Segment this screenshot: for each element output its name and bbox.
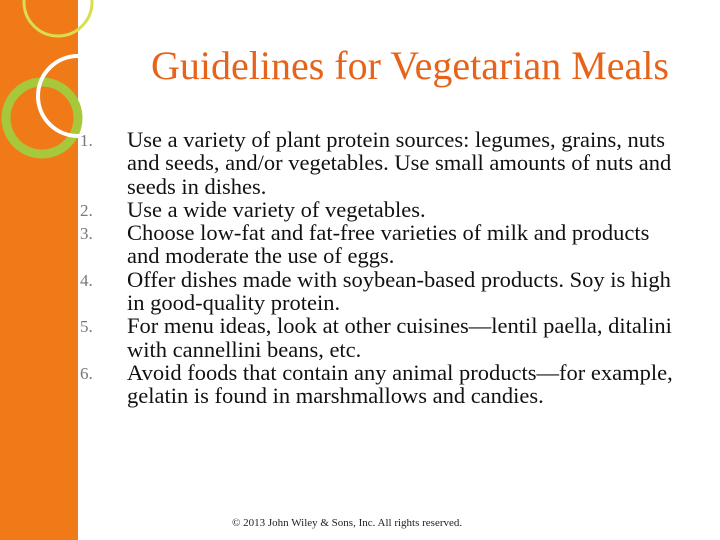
item-number: 1. xyxy=(80,131,93,150)
yellow-ring xyxy=(24,0,92,36)
item-text: Choose low-fat and fat-free varieties of milk and products and moderate the use of eggs. xyxy=(127,220,650,269)
item-text: Use a variety of plant protein sources: legumes, grains, nuts and seeds, and/or vegetables. Use small amounts of nuts and seeds in dishes. xyxy=(127,127,672,199)
guidelines-list xyxy=(80,128,680,408)
list-item xyxy=(80,198,680,221)
item-number: 2. xyxy=(80,200,93,220)
list-item xyxy=(80,221,680,268)
item-text: Offer dishes made with soybean-based products. Soy is high in good-quality protein. xyxy=(127,266,671,316)
item-text: Avoid foods that contain any animal products—for example, gelatin is found in marshmallows and candies. xyxy=(127,359,673,409)
list-item xyxy=(80,128,680,198)
list-item xyxy=(80,314,680,361)
list-item xyxy=(80,268,680,315)
item-number: 6. xyxy=(80,363,93,383)
list-item xyxy=(80,361,680,408)
slide-title: Guidelines for Vegetarian Meals xyxy=(151,43,669,88)
item-text: Use a wide variety of vegetables. xyxy=(127,196,426,222)
item-number: 5. xyxy=(80,317,93,337)
item-number: 4. xyxy=(80,270,93,290)
item-text: For menu ideas, look at other cuisines—lentil paella, ditalini with cannellini beans, etc. xyxy=(127,313,672,362)
copyright-footer: © 2013 John Wiley & Sons, Inc. All rights reserved. xyxy=(232,517,463,529)
item-number: 3. xyxy=(80,224,93,244)
green-ring xyxy=(6,82,78,154)
